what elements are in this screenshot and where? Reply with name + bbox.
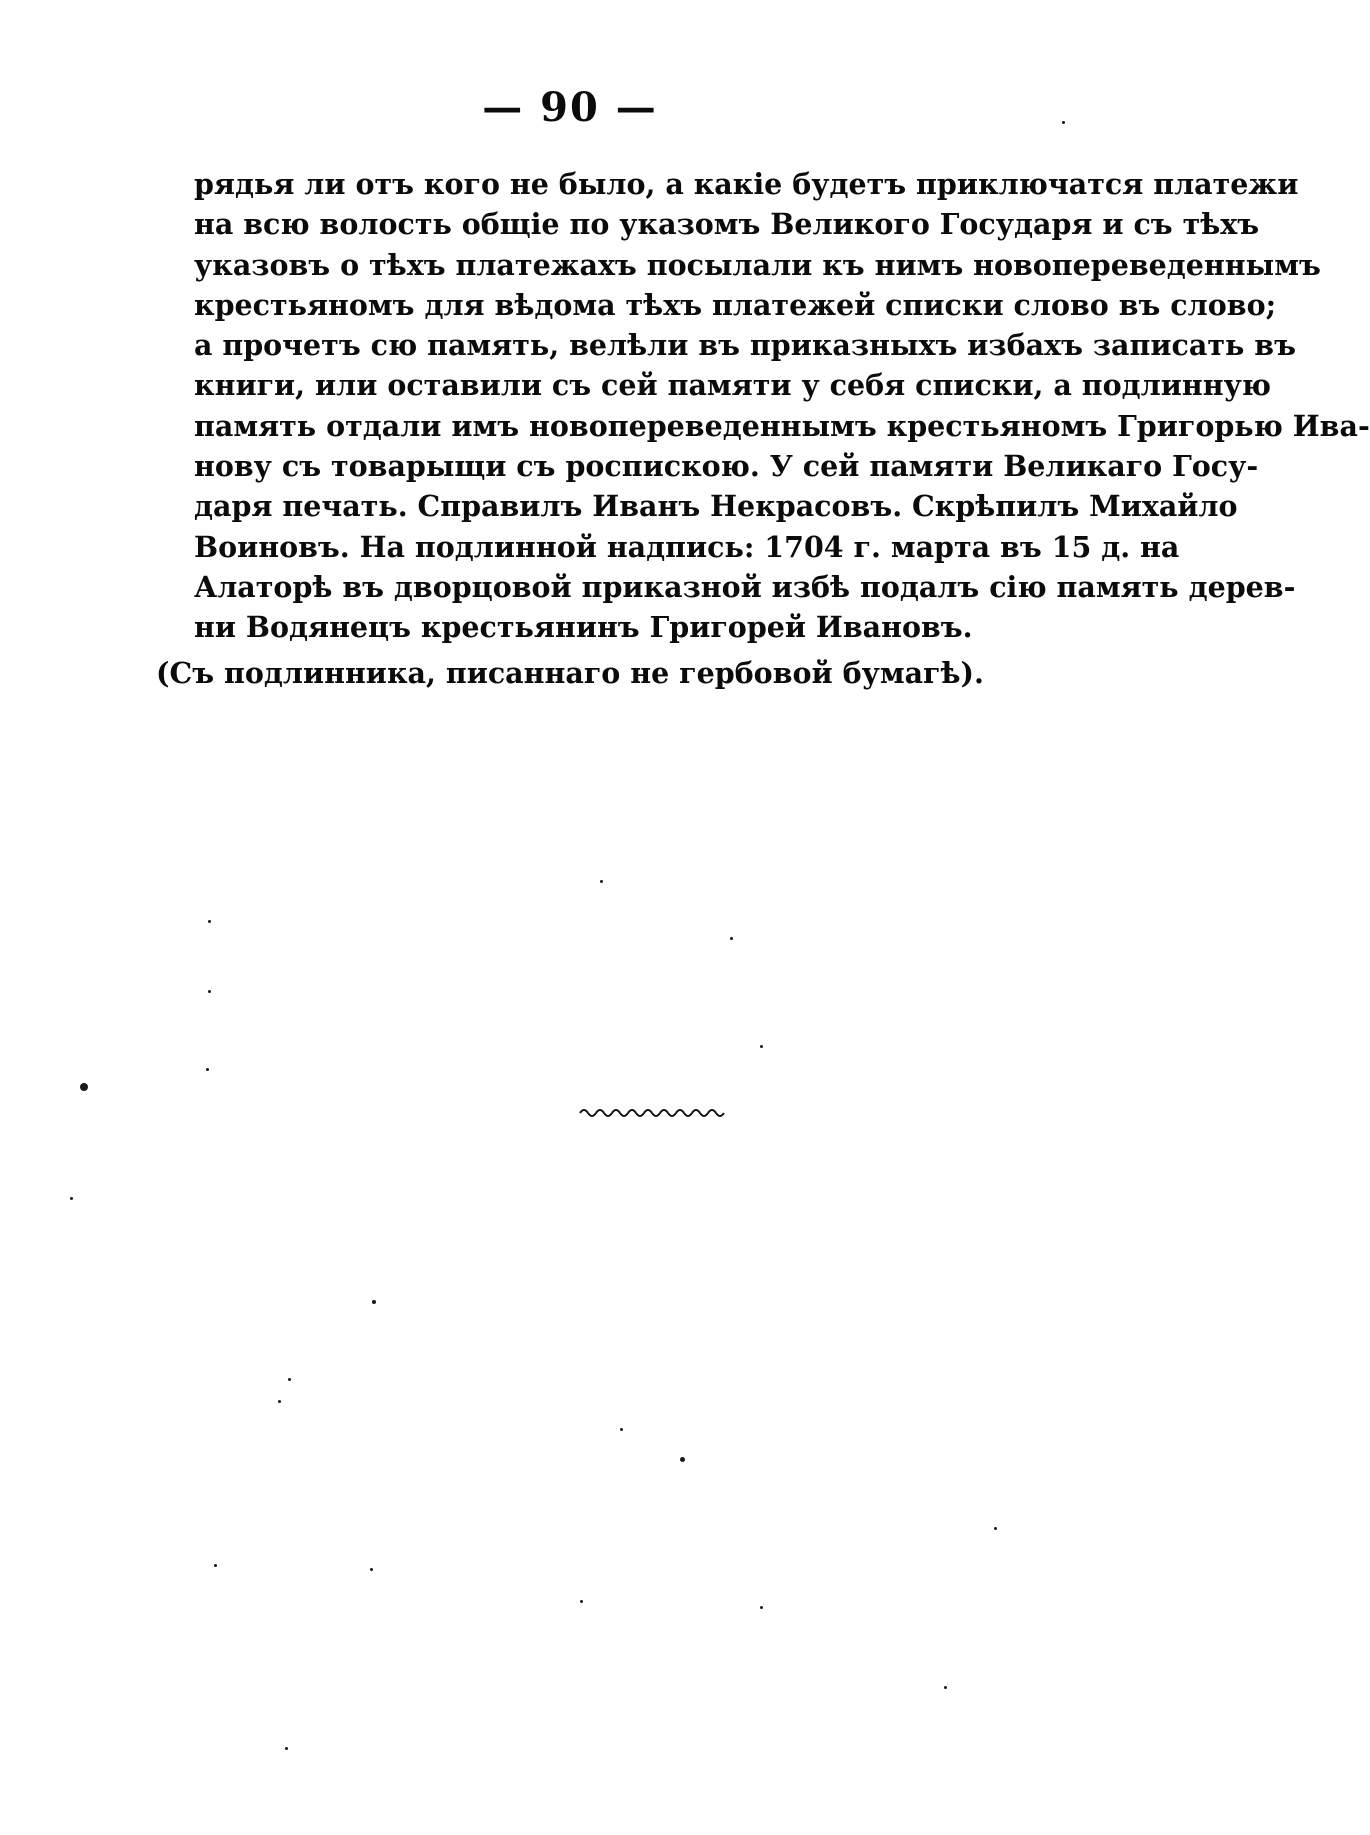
text-line: указовъ о тѣхъ платежахъ посылали къ нимъ новопереведеннымъ (194, 247, 1321, 282)
text-line: нову съ товарыщи съ роспискою. У сей памяти Великаго Госу- (194, 449, 1259, 484)
text-line: книги, или оставили съ сей памяти у себя списки, а подлинную (194, 368, 1272, 403)
text-line: память отдали имъ новопереведеннымъ крестьяномъ Григорью Ива- (194, 408, 1370, 443)
text-line: рядья ли отъ кого не было, а какіе будетъ приключатся платежи (194, 167, 1299, 201)
source-note: (Съ подлинника, писаннаго не гербовой бумагѣ). (156, 656, 984, 690)
text-line: крестьяномъ для вѣдома тѣхъ платежей списки слово въ слово; (194, 287, 1277, 322)
body-text (194, 164, 1370, 648)
text-line: даря печать. Справилъ Иванъ Некрасовъ. Скрѣпилъ Михайло (194, 489, 1238, 524)
page-number: — 90 — (482, 84, 658, 131)
text-line: Воиновъ. На подлинной надпись: 1704 г. марта въ 15 д. на (194, 529, 1180, 564)
text-line: а прочетъ сю память, велѣли въ приказныхъ избахъ записать въ (194, 328, 1296, 363)
wavy-divider (578, 1106, 728, 1120)
text-line: Алаторѣ въ дворцовой приказной избѣ подалъ сію память дерев- (194, 569, 1296, 604)
text-line: на всю волость общіе по указомъ Великого Государя и съ тѣхъ (194, 207, 1260, 242)
text-line: ни Водянецъ крестьянинъ Григорей Ивановъ. (194, 610, 973, 645)
